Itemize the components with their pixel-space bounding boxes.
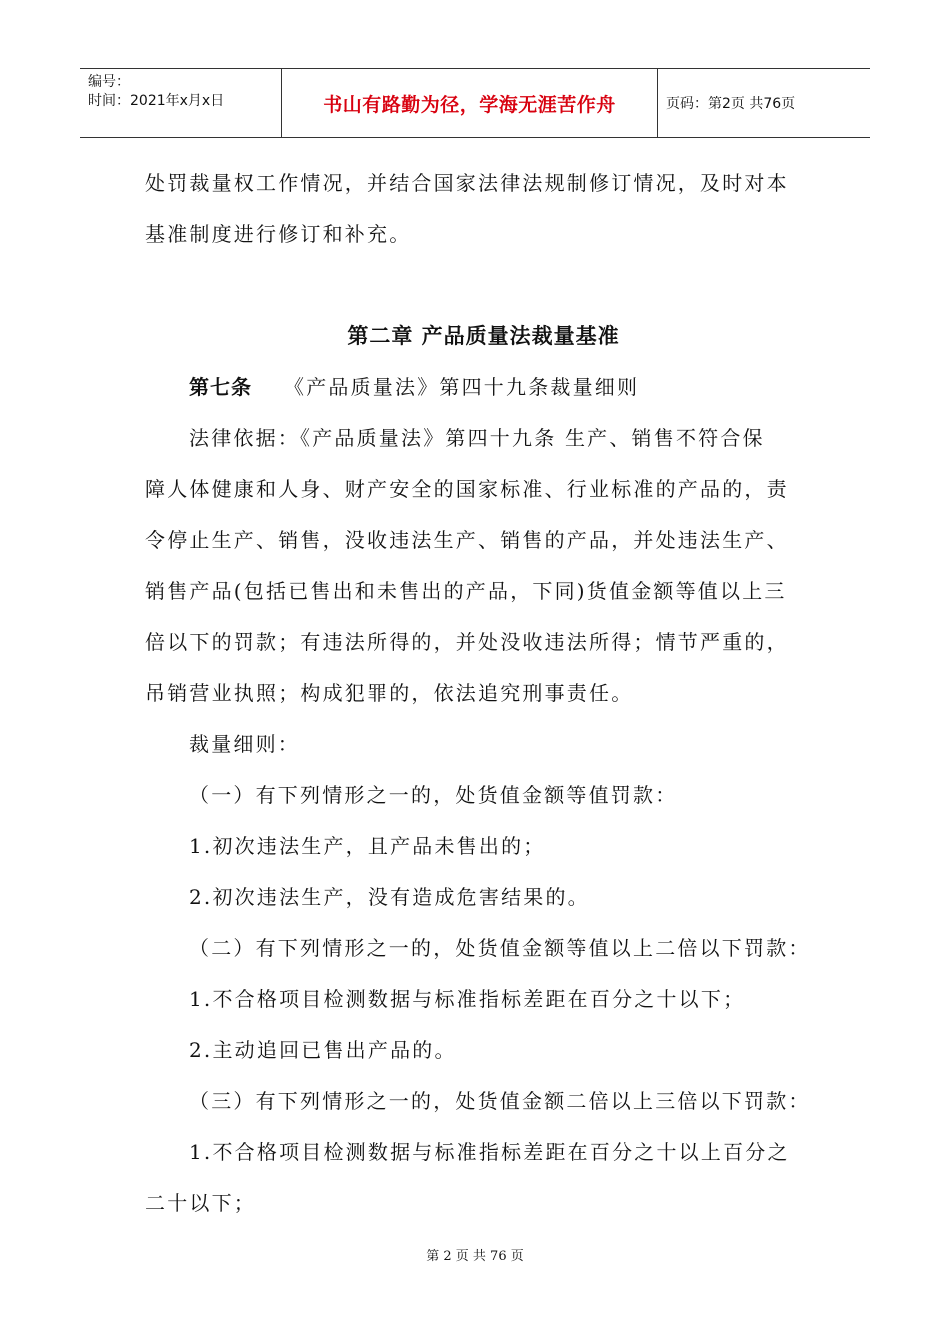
- header-page-info: 页码：第2页 共76页: [666, 96, 796, 112]
- basis-line: 销售产品(包括已售出和未售出的产品，下同)货值金额等值以上三: [145, 579, 787, 603]
- detail-item: （二）有下列情形之一的，处货值金额等值以上二倍以下罚款：: [189, 936, 811, 960]
- article-title: 《产品质量法》第四十九条裁量细则: [284, 375, 640, 399]
- article-number: 第七条: [189, 375, 252, 399]
- header-motto: 书山有路勤为径，学海无涯苦作舟: [323, 93, 616, 116]
- document-number-label: 编号：: [88, 74, 130, 90]
- header-motto-cell: [282, 69, 658, 137]
- chapter-title: 第二章 产品质量法裁量基准: [347, 324, 620, 348]
- detail-item-continued: 二十以下；: [145, 1191, 256, 1215]
- basis-line: 吊销营业执照；构成犯罪的，依法追究刑事责任。: [145, 681, 634, 705]
- article-heading: [145, 362, 810, 413]
- detail-heading: 裁量细则：: [189, 732, 300, 756]
- body-line: 处罚裁量权工作情况，并结合国家法律法规制修订情况，及时对本: [145, 171, 789, 195]
- detail-item: （一）有下列情形之一的，处货值金额等值罚款：: [189, 783, 678, 807]
- body-line: 基准制度进行修订和补充。: [145, 222, 412, 246]
- document-body: [145, 158, 810, 1229]
- detail-item: 1.初次违法生产，且产品未售出的；: [189, 834, 546, 858]
- detail-item: 1.不合格项目检测数据与标准指标差距在百分之十以上百分之: [189, 1140, 790, 1164]
- detail-item: 1.不合格项目检测数据与标准指标差距在百分之十以下；: [189, 987, 746, 1011]
- document-date: 时间：2021年x月x日: [88, 93, 225, 109]
- page-header: [80, 68, 870, 138]
- header-meta: [80, 69, 282, 137]
- basis-line: 障人体健康和人身、财产安全的国家标准、行业标准的产品的，责: [145, 477, 789, 501]
- detail-item: 2.主动追回已售出产品的。: [189, 1038, 457, 1062]
- page-footer: 第 2 页 共 76 页: [426, 1249, 524, 1264]
- detail-item: 2.初次违法生产，没有造成危害结果的。: [189, 885, 590, 909]
- basis-line: 令停止生产、销售，没收违法生产、销售的产品，并处违法生产、: [145, 528, 789, 552]
- basis-line: 法律依据：《产品质量法》第四十九条 生产、销售不符合保: [189, 426, 765, 450]
- basis-line: 倍以下的罚款；有违法所得的，并处没收违法所得；情节严重的，: [145, 630, 789, 654]
- detail-item: （三）有下列情形之一的，处货值金额二倍以上三倍以下罚款：: [189, 1089, 811, 1113]
